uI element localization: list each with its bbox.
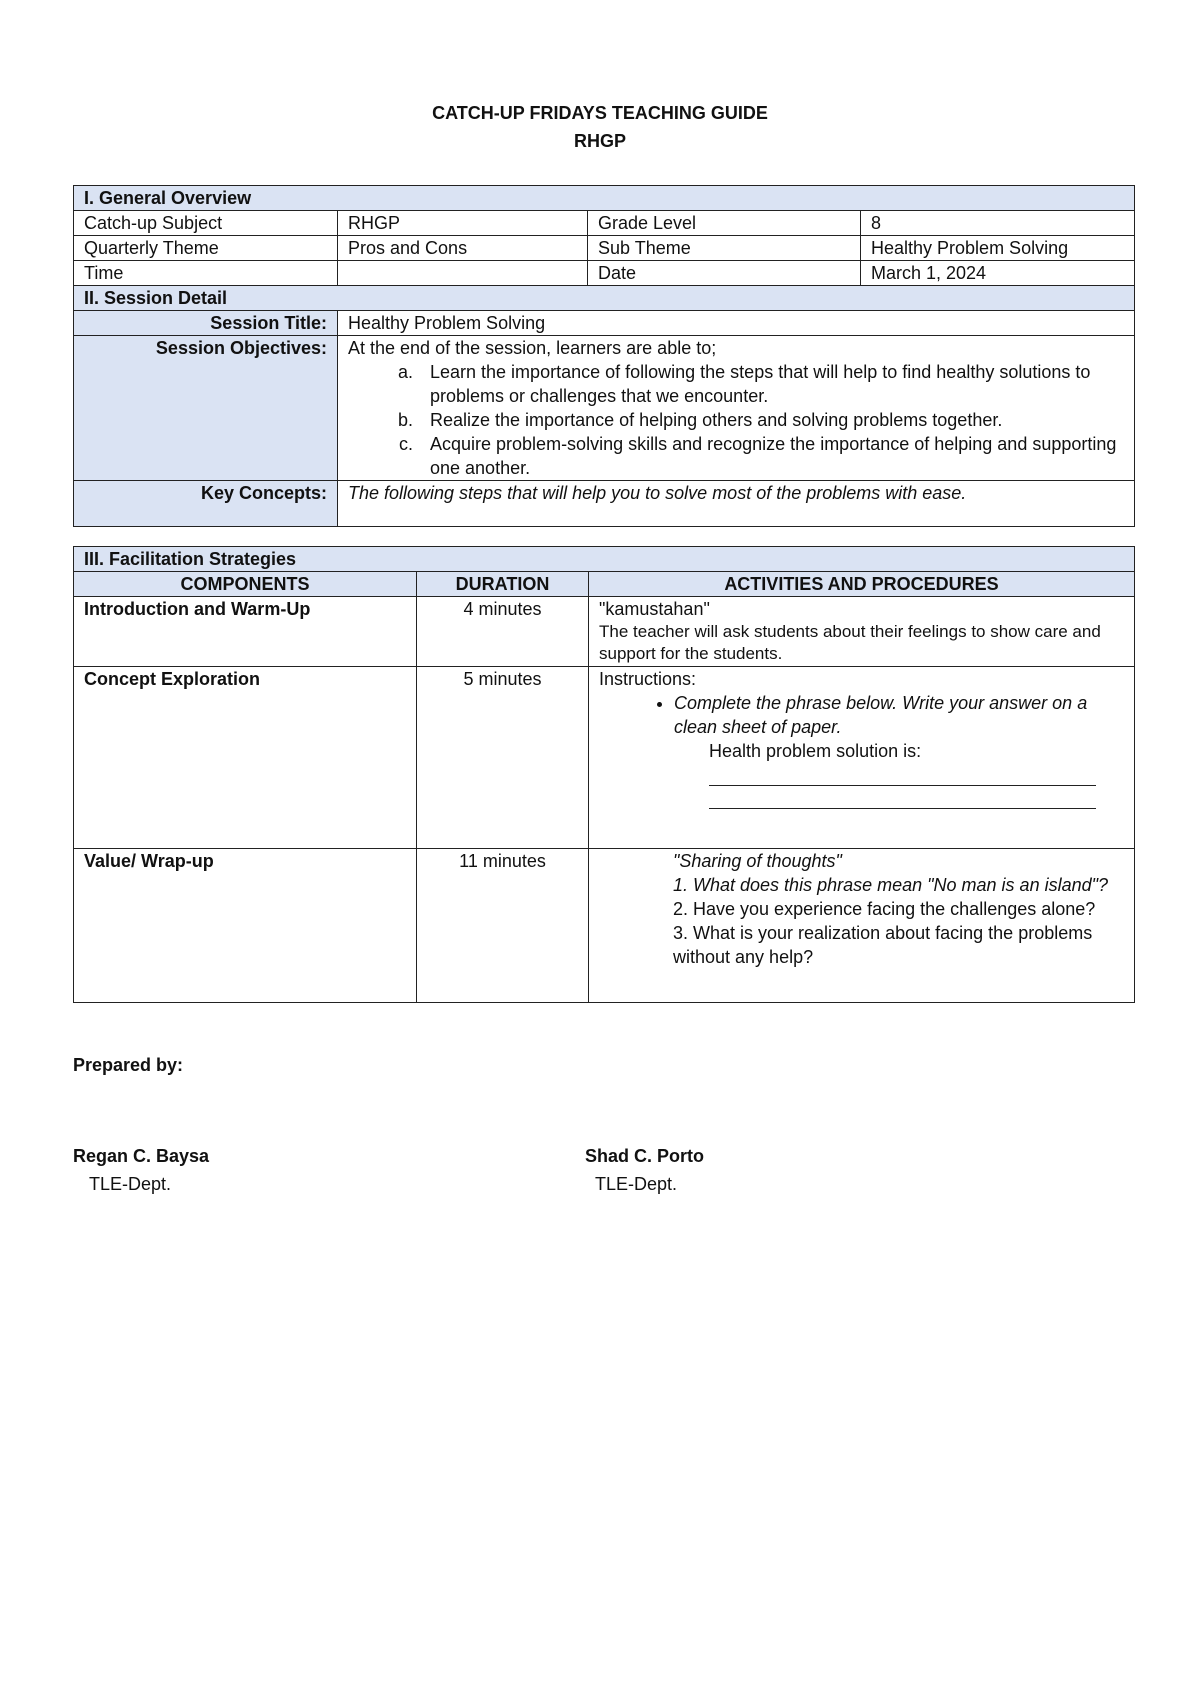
catchup-subject-label: Catch-up Subject (74, 211, 338, 236)
intro-activity-text: The teacher will ask students about their feelings to show care and support for the students. (599, 622, 1101, 663)
quarterly-theme-value: Pros and Cons (338, 236, 588, 261)
grade-level-label: Grade Level (588, 211, 861, 236)
session-objectives-label: Session Objectives: (74, 336, 338, 481)
intro-activity (589, 597, 1135, 667)
value-duration: 11 minutes (417, 849, 589, 1003)
value-question-2: 2. Have you experience facing the challenges alone? (673, 899, 1096, 919)
concept-activity (589, 667, 1135, 849)
objectives-intro: At the end of the session, learners are able to; (348, 338, 717, 358)
preparer-2-name: Shad C. Porto (585, 1146, 705, 1166)
preparer-1-name: Regan C. Baysa (73, 1146, 210, 1166)
date-label: Date (588, 261, 861, 286)
concept-instructions-label: Instructions: (599, 669, 697, 689)
time-value (338, 261, 588, 286)
sub-theme-value: Healthy Problem Solving (861, 236, 1135, 261)
session-objectives (338, 336, 1135, 481)
objective-item: b. Realize the importance of helping others and solving problems together. (418, 408, 1124, 432)
key-concepts-label: Key Concepts: (74, 481, 338, 527)
objectives-list (348, 360, 1124, 480)
date-value: March 1, 2024 (861, 261, 1135, 286)
document-title: CATCH-UP FRIDAYS TEACHING GUIDE (432, 103, 768, 123)
session-title-label: Session Title: (74, 311, 338, 336)
quarterly-theme-label: Quarterly Theme (74, 236, 338, 261)
concept-bullet: • Complete the phrase below. Write your answer on a clean sheet of paper. (674, 691, 1124, 739)
preparer-2-dept: TLE-Dept. (595, 1174, 678, 1194)
facilitation-table (73, 546, 1135, 1003)
answer-line (709, 763, 1096, 786)
value-activity (589, 849, 1135, 1003)
objective-item: a. Learn the importance of following the steps that will help to find healthy solutions to problems or challenges that we encounter. (418, 360, 1124, 408)
col-duration: DURATION (417, 572, 589, 597)
prepared-by-label: Prepared by: (73, 1055, 184, 1075)
time-label: Time (74, 261, 338, 286)
col-activities: ACTIVITIES AND PROCEDURES (589, 572, 1135, 597)
grade-level-value: 8 (861, 211, 1135, 236)
facilitation-heading: III. Facilitation Strategies (74, 547, 1135, 572)
overview-table (73, 185, 1135, 527)
general-overview-heading: I. General Overview (74, 186, 1135, 211)
value-component: Value/ Wrap-up (74, 849, 417, 1003)
sub-theme-label: Sub Theme (588, 236, 861, 261)
answer-line (709, 786, 1096, 809)
key-concepts-value: The following steps that will help you to solve most of the problems with ease. (338, 481, 1135, 527)
intro-component: Introduction and Warm-Up (74, 597, 417, 667)
session-title-value: Healthy Problem Solving (338, 311, 1135, 336)
concept-bullet-list (599, 691, 1124, 739)
intro-activity-title: "kamustahan" (599, 599, 710, 619)
preparer-1-dept: TLE-Dept. (89, 1174, 172, 1194)
concept-duration: 5 minutes (417, 667, 589, 849)
value-activity-title: "Sharing of thoughts" (673, 851, 842, 871)
concept-prompt: Health problem solution is: (709, 741, 922, 761)
value-question-1: 1. What does this phrase mean "No man is an island"? (673, 875, 1109, 895)
intro-duration: 4 minutes (417, 597, 589, 667)
document-subtitle: RHGP (573, 131, 626, 151)
objective-item: c. Acquire problem-solving skills and recognize the importance of helping and supporting one another. (418, 432, 1124, 480)
value-question-3: 3. What is your realization about facing the problems without any help? (673, 923, 1093, 967)
concept-component: Concept Exploration (74, 667, 417, 849)
catchup-subject-value: RHGP (338, 211, 588, 236)
session-detail-heading: II. Session Detail (74, 286, 1135, 311)
col-components: COMPONENTS (74, 572, 417, 597)
